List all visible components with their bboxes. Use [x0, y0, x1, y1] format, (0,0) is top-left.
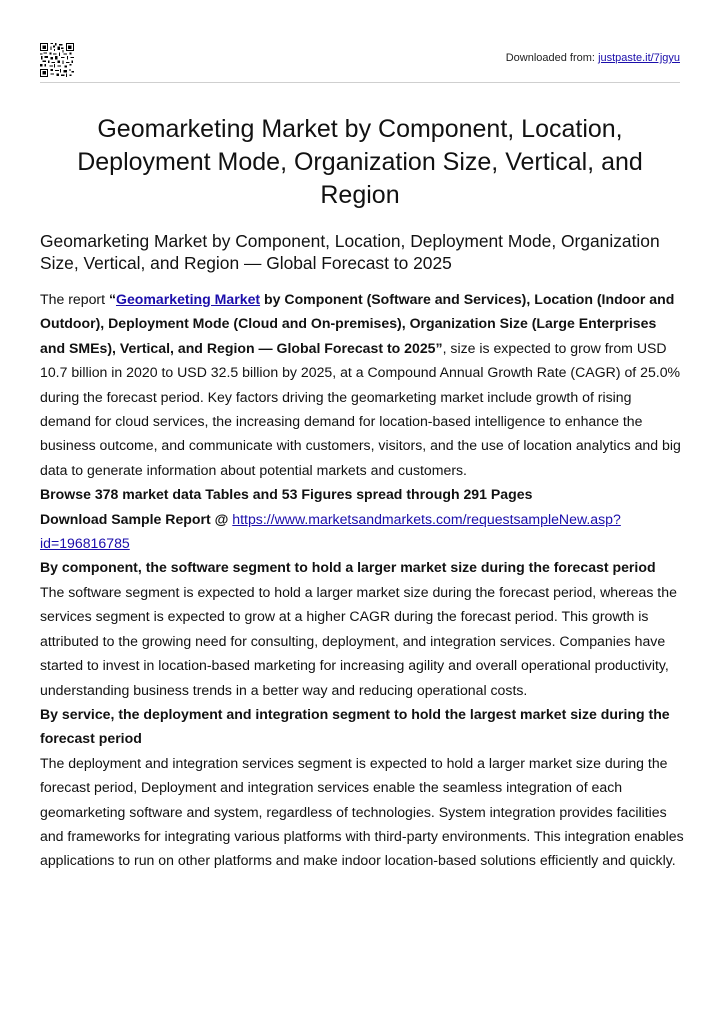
download-label: Download Sample Report @: [40, 510, 233, 527]
downloaded-from-label: Downloaded from:: [505, 52, 595, 64]
intro-prefix: The report: [40, 291, 109, 307]
browse-line: Browse 378 market data Tables and 53 Figures spread through 291 Pages: [40, 486, 533, 503]
report-link[interactable]: Geomarketing Market: [115, 291, 261, 307]
header-divider: [40, 82, 680, 83]
qr-code-icon: [40, 43, 74, 77]
sample-report-link-part2: id=196816785: [40, 535, 130, 552]
sample-report-link-part1: https://www.marketsandmarkets.com/requestsampleNew.asp?: [232, 510, 621, 527]
report-title-bold: by Component (Software and Services), Location (Indoor and Outdoor), Deployment Mode (Cloud and On-premises), Organization Size (Large Enterprises and SMEs), Vertical, and Region — Global Forecast to 2025”: [40, 291, 675, 356]
article-body: [40, 287, 685, 873]
section-text-service: The deployment and integration services segment is expected to hold a larger market size during the forecast period, Deployment and integration services enable the seamless integration of each geomarketing software and system, regardless of technologies. System integration provides facilities and frameworks for integrating various platforms with third-party environments. This integration enables applications to run on other platforms and make indoor location-based solutions efficiently and quickly.: [40, 754, 684, 869]
source-link[interactable]: justpaste.it/7jgyu: [598, 52, 680, 64]
page-subtitle: Geomarketing Market by Component, Location, Deployment Mode, Organization Size, Vertical, and Region — Global Forecast to 2025: [40, 231, 660, 273]
page-header: [40, 43, 680, 79]
section-heading-component: By component, the software segment to hold a larger market size during the forecast period: [40, 559, 656, 576]
section-heading-service: By service, the deployment and integration segment to hold the largest market size during the forecast period: [40, 705, 670, 747]
intro-paragraph: [40, 287, 685, 482]
section-text-component: The software segment is expected to hold a larger market size during the forecast period, whereas the services segment is expected to grow at a higher CAGR during the forecast period. This growth is attributed to the growing need for consulting, deployment, and integration services. Companies have started to invest in location-based marketing for increasing agility and overall operational productivity, understanding business trends in a better way and reducing operational costs.: [40, 583, 677, 698]
page-title: Geomarketing Market by Component, Location, Deployment Mode, Organization Size, Vertical, and Region: [77, 115, 643, 209]
intro-text: , size is expected to grow from USD 10.7 billion in 2020 to USD 32.5 billion by 2025, at a Compound Annual Growth Rate (CAGR) of 25.0% during the forecast period. Key factors driving the geomarketing market include growth of rising demand for cloud services, the increasing demand for location-based intelligence to enhance the business outcome, and communicate with customers, visitors, and the use of location analytics and big data to generate information about potential markets and customers.: [40, 339, 681, 478]
downloaded-from: [506, 52, 680, 64]
intro-quote-open: “: [108, 291, 116, 307]
download-line: [40, 507, 685, 556]
